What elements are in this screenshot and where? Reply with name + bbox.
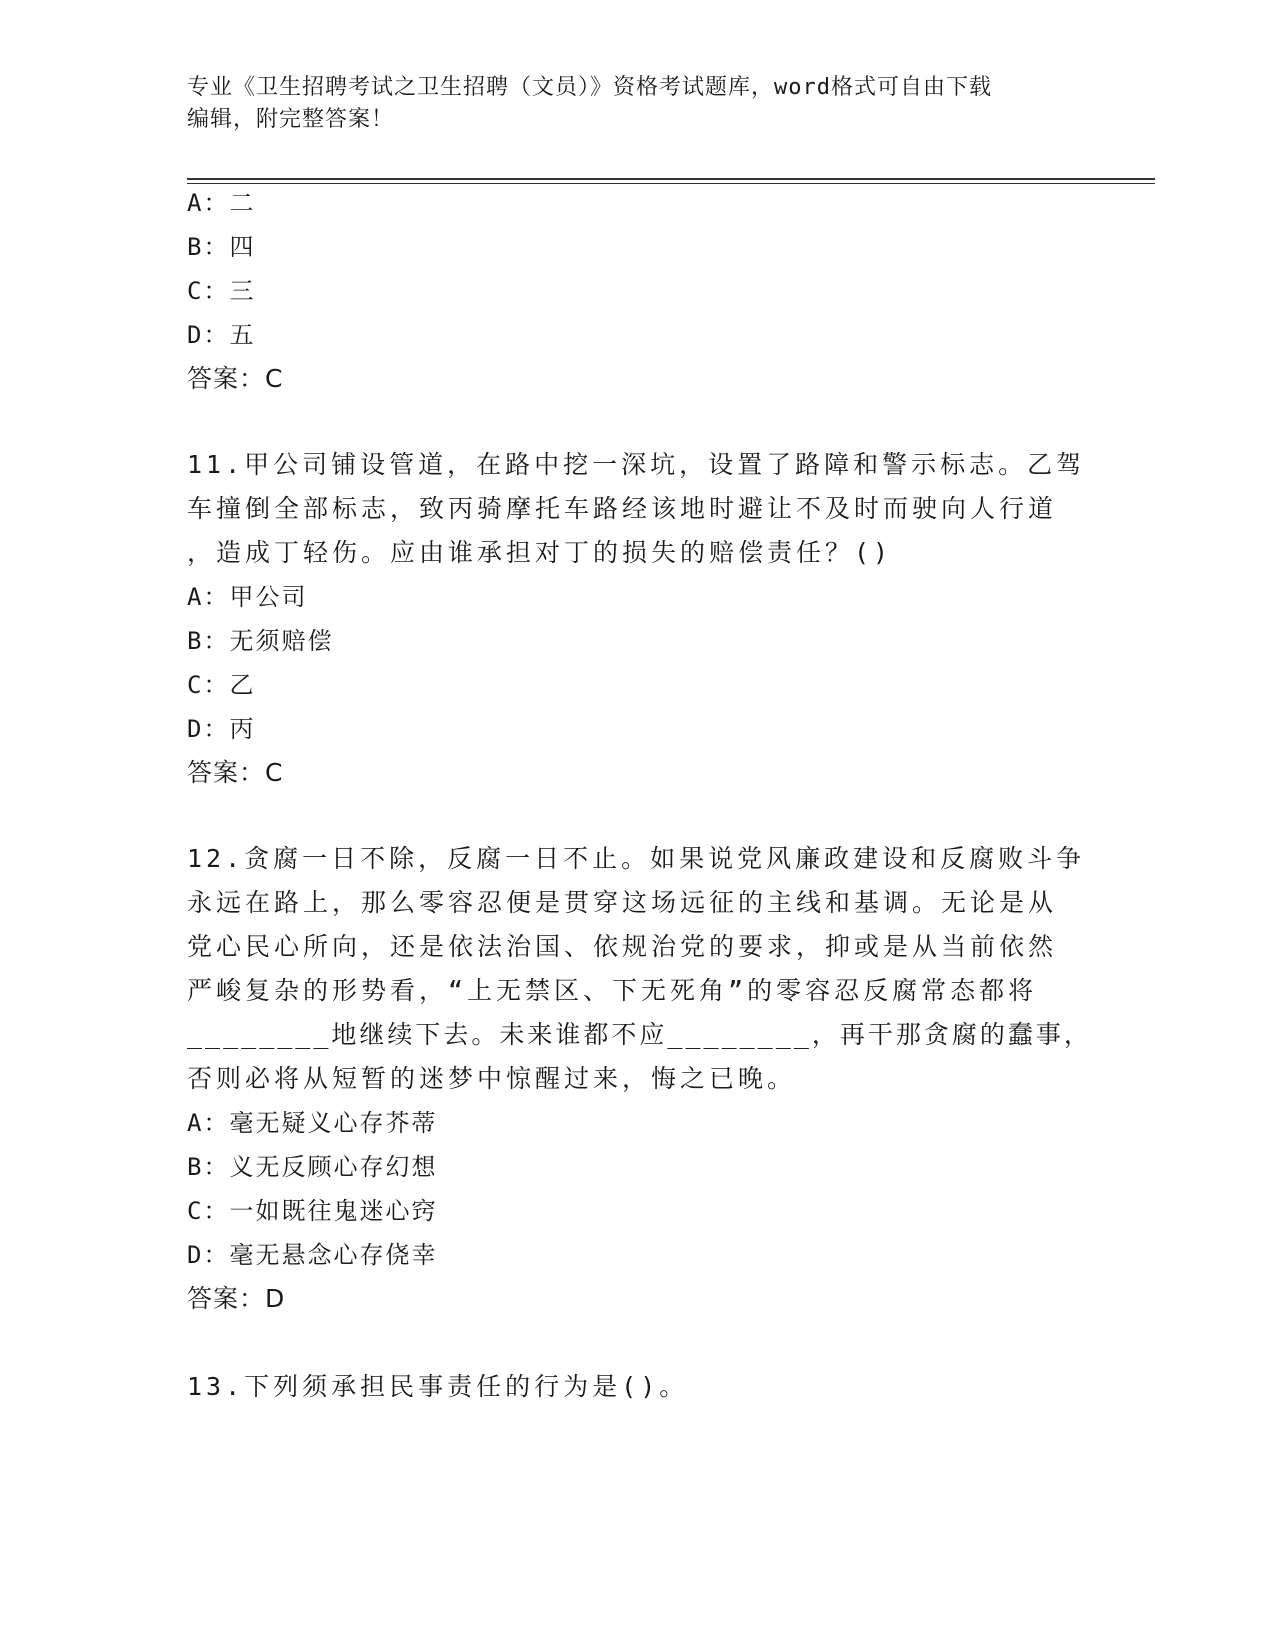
header-divider-thin: [187, 183, 1155, 184]
q11-option-b: B：无须赔偿: [187, 627, 334, 655]
q12-text-line-5: ________地继续下去。未来谁都不应________，再干那贪腐的蠢事，: [187, 1020, 1092, 1049]
header-divider: [187, 178, 1155, 180]
q12-text-line-6: 否则必将从短暂的迷梦中惊醒过来，悔之已晚。: [187, 1064, 797, 1093]
q12-option-b: B：义无反顾心存幻想: [187, 1153, 438, 1181]
q12-text-line-4: 严峻复杂的形势看，“上无禁区、下无死角”的零容忍反腐常态都将: [187, 976, 1038, 1005]
q11-text-line-2: 车撞倒全部标志，致丙骑摩托车路经该地时避让不及时而驶向人行道: [187, 494, 1058, 523]
q10-option-b: B：四: [187, 233, 256, 261]
q11-text-line-1: 11.甲公司铺设管道，在路中挖一深坑，设置了路障和警示标志。乙驾: [187, 450, 1086, 479]
q10-answer: 答案：C: [187, 364, 284, 393]
q11-answer: 答案：C: [187, 758, 284, 787]
q11-text-line-3: ，造成丁轻伤。应由谁承担对丁的损失的赔偿责任？(): [187, 538, 893, 567]
q11-option-d: D：丙: [187, 715, 256, 743]
q12-text-line-3: 党心民心所向，还是依法治国、依规治党的要求，抑或是从当前依然: [187, 932, 1058, 961]
q12-text-line-2: 永远在路上，那么零容忍便是贯穿这场远征的主线和基调。无论是从: [187, 888, 1058, 917]
q10-option-c: C：三: [187, 277, 256, 305]
q12-option-a: A：毫无疑义心存芥蒂: [187, 1109, 438, 1137]
q13-text-line-1: 13.下列须承担民事责任的行为是()。: [187, 1372, 689, 1401]
q12-option-d: D：毫无悬念心存侥幸: [187, 1241, 438, 1269]
q10-option-d: D：五: [187, 321, 256, 349]
q12-option-c: C：一如既往鬼迷心窍: [187, 1197, 438, 1225]
q12-text-line-1: 12.贪腐一日不除，反腐一日不止。如果说党风廉政建设和反腐败斗争: [187, 844, 1086, 873]
header-line-1: 专业《卫生招聘考试之卫生招聘（文员）》资格考试题库，word格式可自由下载: [187, 75, 992, 100]
header-line-2: 编辑，附完整答案！: [187, 107, 395, 132]
q11-option-c: C：乙: [187, 671, 256, 699]
document-header: [187, 72, 1087, 136]
q12-answer: 答案：D: [187, 1284, 286, 1313]
q11-option-a: A：甲公司: [187, 583, 308, 611]
q10-option-a: A：二: [187, 189, 256, 217]
